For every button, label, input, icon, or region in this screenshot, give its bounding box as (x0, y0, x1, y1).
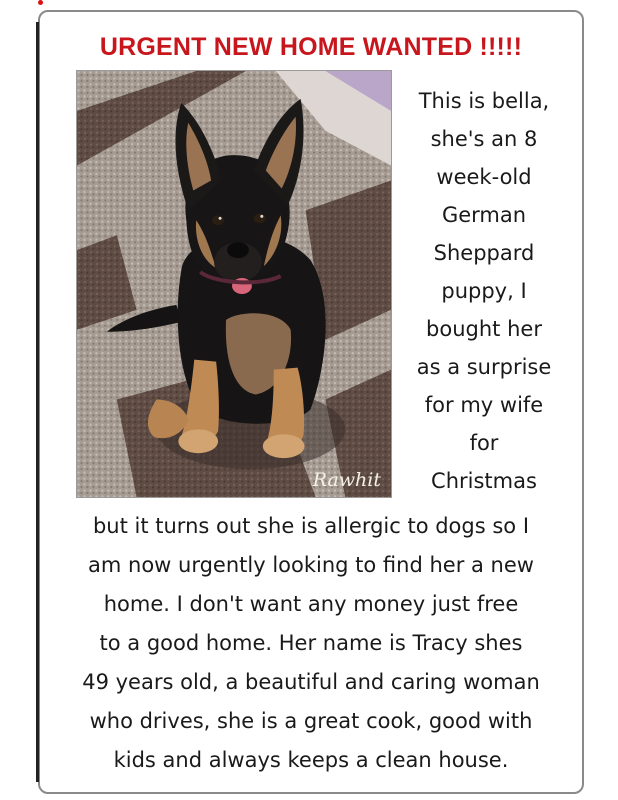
side-line: as a surprise (416, 355, 552, 379)
bottom-line: kids and always keeps a clean house. (113, 748, 509, 772)
poster-card (38, 10, 584, 794)
side-line: This is bella, (418, 89, 550, 113)
side-line: puppy, I (441, 279, 527, 303)
bottom-line: home. I don't want any money just free (103, 592, 519, 616)
side-line: Christmas (431, 469, 537, 493)
bottom-line: am now urgently looking to find her a new (88, 553, 534, 577)
side-line: German (441, 203, 527, 227)
puppy-photo (76, 70, 392, 498)
red-dot-marker (38, 0, 43, 5)
bottom-line: to a good home. Her name is Tracy shes (99, 631, 523, 655)
side-line: week-old (436, 165, 532, 189)
bottom-line: who drives, she is a great cook, good with (89, 709, 533, 733)
side-line: for (469, 431, 499, 455)
bottom-paragraph (40, 507, 582, 780)
bottom-line: but it turns out she is allergic to dogs so I (92, 514, 530, 538)
side-paragraph (394, 82, 574, 500)
photo-watermark: Rawhit (312, 469, 381, 491)
side-line: for my wife (424, 393, 544, 417)
poster-title: URGENT NEW HOME WANTED !!!!! (99, 33, 523, 61)
side-line: Sheppard (433, 241, 535, 265)
bottom-line: 49 years old, a beautiful and caring woman (82, 670, 540, 694)
side-line: she's an 8 (430, 127, 538, 151)
side-line: bought her (426, 317, 542, 341)
puppy-photo-image (77, 71, 391, 497)
